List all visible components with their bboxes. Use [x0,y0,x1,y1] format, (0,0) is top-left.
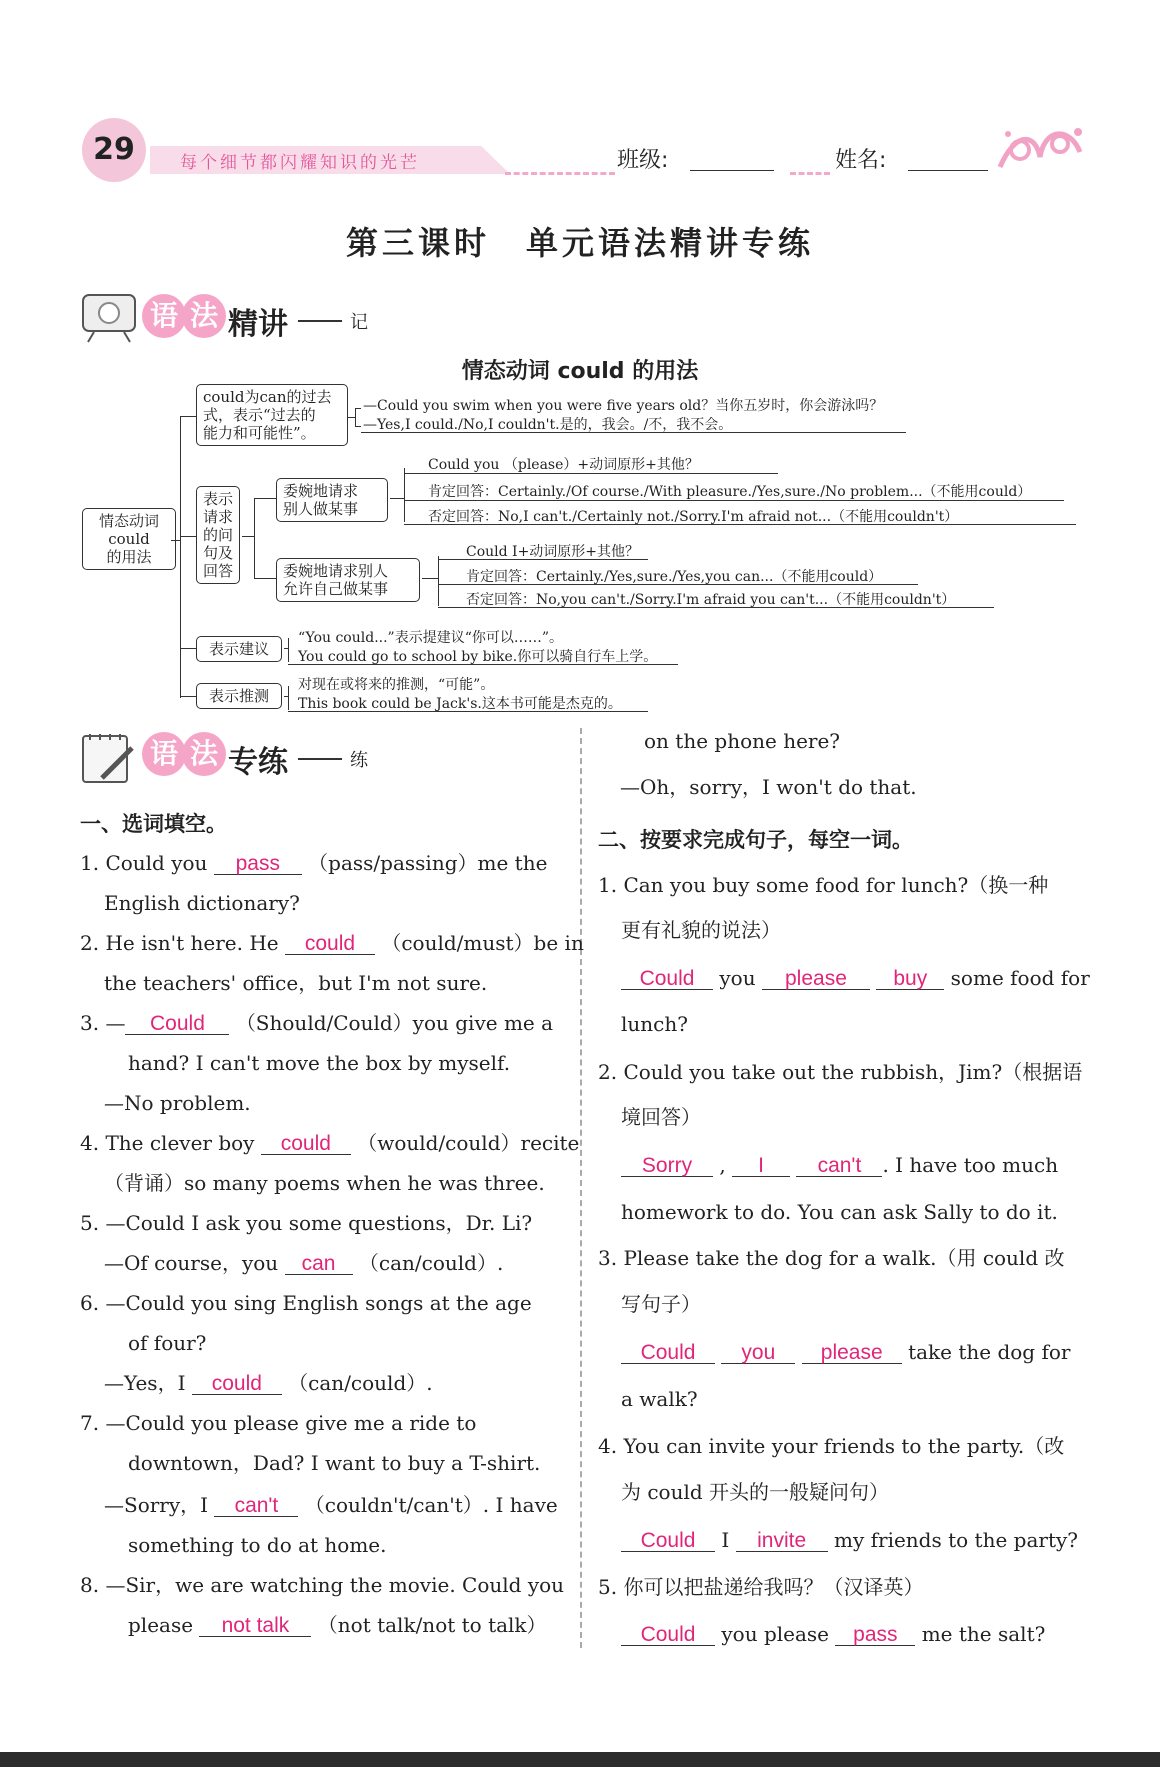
question-text: —Oh，sorry，I won't do that. [620,775,917,799]
question-5: 5. 你可以把盐递给我吗？（汉译英） [598,1575,924,1599]
question-2: 2. Could you take out the rubbish，Jim?（根据语 [598,1060,1083,1084]
answer-blank[interactable]: you [721,1342,795,1364]
mindmap-request-pattern: Could you （please）+动词原形+其他？ [428,457,699,473]
question-text: the teachers' office，but I'm not sure. [104,971,488,995]
mindmap-suggestion-box: 表示建议 [196,636,282,662]
part2-title: 二、按要求完成句子，每空一词。 [598,828,913,852]
mindmap-permission-pattern: Could I+动词原形+其他？ [466,544,640,560]
notebook-pencil-icon [80,730,138,786]
section-bubble: 语 [142,294,186,338]
name-field[interactable] [908,170,988,171]
answer-blank[interactable]: buy [876,968,944,990]
question-text: downtown，Dad? I want to buy a T-shirt. [128,1451,541,1475]
answer-blank[interactable]: could [261,1133,351,1155]
answer-blank[interactable]: Could [621,1342,715,1364]
class-label: 班级: [617,148,669,173]
question-text: （背诵）so many poems when he was three. [104,1171,545,1195]
question-text: something to do at home. [128,1533,387,1557]
question-1: 1. Can you buy some food for lunch?（换一种 [598,873,1049,897]
answer-blank[interactable]: invite [736,1530,828,1552]
question-text: —Of course，you can （can/could）. [104,1251,504,1275]
question-7: 7. —Could you please give me a ride to [80,1411,477,1435]
section-bubble: 法 [182,294,226,338]
question-8: 8. —Sir，we are watching the movie. Could you [80,1573,565,1597]
question-text: of four? [128,1331,207,1355]
question-text: please not talk （not talk/not to talk） [128,1613,547,1637]
answer-blank[interactable]: Could [125,1013,229,1035]
header-divider [505,172,615,175]
part1-title: 一、选词填空。 [80,812,227,836]
mindmap-past-example: —Could you swim when you were five years old？当你五岁时，你会游泳吗？ [363,398,884,414]
class-field[interactable] [690,170,774,171]
mindmap-suggestion-note: “You could...”表示提建议“你可以……”。 [298,630,564,646]
question-text: 写句子） [621,1292,701,1316]
question-4: 4. The clever boy could （would/could）recite [80,1131,580,1155]
question-4: 4. You can invite your friends to the party.（改 [598,1434,1065,1458]
mindmap-guess-example: This book could be Jack's.这本书可能是杰克的。 [298,696,622,712]
answer-blank[interactable]: could [285,933,375,955]
question-3: 3. Please take the dog for a walk.（用 could 改 [598,1246,1065,1270]
answer-line: Could you please take the dog for [621,1332,1070,1372]
section-tag: 练 [350,749,368,771]
answer-blank[interactable]: not talk [199,1615,311,1637]
mindmap-guess-box: 表示推测 [196,683,282,709]
mindmap-guess-note: 对现在或将来的推测，“可能”。 [298,677,495,693]
section-tag: 记 [350,311,368,333]
name-label: 姓名: [835,148,887,173]
answer-line: Could you please pass me the salt? [621,1614,1045,1654]
page-bottom-bar [0,1752,1160,1767]
answer-blank[interactable]: pass [835,1624,915,1646]
answer-blank[interactable]: Could [621,1530,715,1552]
question-text: 境回答） [621,1105,701,1129]
question-3: 3. — Could （Should/Could）you give me a [80,1011,554,1035]
answer-blank[interactable]: can [285,1253,353,1275]
answer-line: Could I invite my friends to the party? [621,1520,1078,1560]
header-divider [790,172,830,175]
question-text: lunch? [621,1012,688,1036]
lesson-title: 第三课时 单元语法精讲专练 [345,224,814,262]
mindmap-root: 情态动词 could 的用法 [82,508,176,570]
question-text: on the phone here? [644,729,841,753]
mindmap-past-box: could为can的过去 式，表示“过去的 能力和可能性”。 [196,384,348,446]
question-text: homework to do. You can ask Sally to do it. [621,1200,1058,1224]
question-text: a walk? [621,1387,698,1411]
question-text: hand? I can't move the box by myself. [128,1051,511,1075]
answer-blank[interactable]: Sorry [621,1155,713,1177]
column-divider [580,728,582,1648]
mindmap-negative-answer: 否定回答：No,you can't./Sorry.I'm afraid you can't...（不能用couldn't） [466,592,956,608]
answer-line: Could you please buy some food for [621,958,1090,998]
section-title: 专练 [228,744,288,780]
answer-blank[interactable]: can't [796,1155,882,1177]
mindmap-permission-box: 委婉地请求别人 允许自己做某事 [276,558,420,602]
question-1: 1. Could you pass （pass/passing）me the [80,851,548,875]
answer-blank[interactable]: pass [214,853,302,875]
question-text: 为 could 开头的一般疑问句） [621,1480,890,1504]
answer-blank[interactable]: I [732,1155,790,1177]
question-text: —Sorry，I can't （couldn't/can't）. I have [104,1493,558,1517]
page-number: 29 [82,118,146,182]
answer-blank[interactable]: Could [621,1624,715,1646]
question-text: —Yes，I could （can/could）. [104,1371,433,1395]
question-text: 更有礼貌的说法） [621,918,781,942]
mindmap-polite-request-box: 委婉地请求 别人做某事 [276,478,388,522]
answer-blank[interactable]: please [802,1342,902,1364]
mindmap-request-box: 表示 请求 的问 句及 回答 [196,486,240,584]
answer-blank[interactable]: Could [621,968,713,990]
section-header-grammar-practice [142,732,368,781]
floral-ornament-icon [990,112,1090,182]
mindmap-positive-answer: 肯定回答：Certainly./Yes,sure./Yes,you can...（不能用could） [466,569,883,585]
section-bubble: 语 [142,732,186,776]
answer-blank[interactable]: can't [214,1495,298,1517]
question-6: 6. —Could you sing English songs at the age [80,1291,532,1315]
mindmap-past-example: —Yes,I could./No,I couldn't.是的，我会。/不，我不会。 [363,417,733,433]
mindmap-suggestion-example: You could go to school by bike.你可以骑自行车上学。 [298,649,658,665]
section-header-grammar-explained [142,294,368,343]
tv-icon [80,292,138,344]
section-title: 精讲 [228,306,288,342]
question-2: 2. He isn't here. He could （could/must）be in [80,931,584,955]
mindmap-negative-answer: 否定回答：No,I can't./Certainly not./Sorry.I'm afraid not...（不能用couldn't） [428,509,959,525]
question-text: English dictionary? [104,891,300,915]
answer-line: Sorry , I can't . I have too much [621,1145,1058,1185]
answer-blank[interactable]: could [192,1373,282,1395]
answer-blank[interactable]: please [762,968,870,990]
mindmap-title: 情态动词 could 的用法 [461,359,699,384]
question-5: 5. —Could I ask you some questions，Dr. Li? [80,1211,533,1235]
motto-text: 每个细节都闪耀知识的光芒 [180,153,420,173]
section-bubble: 法 [182,732,226,776]
mindmap-positive-answer: 肯定回答：Certainly./Of course./With pleasure./Yes,sure./No problem...（不能用could） [428,484,1032,500]
question-text: —No problem. [104,1091,251,1115]
